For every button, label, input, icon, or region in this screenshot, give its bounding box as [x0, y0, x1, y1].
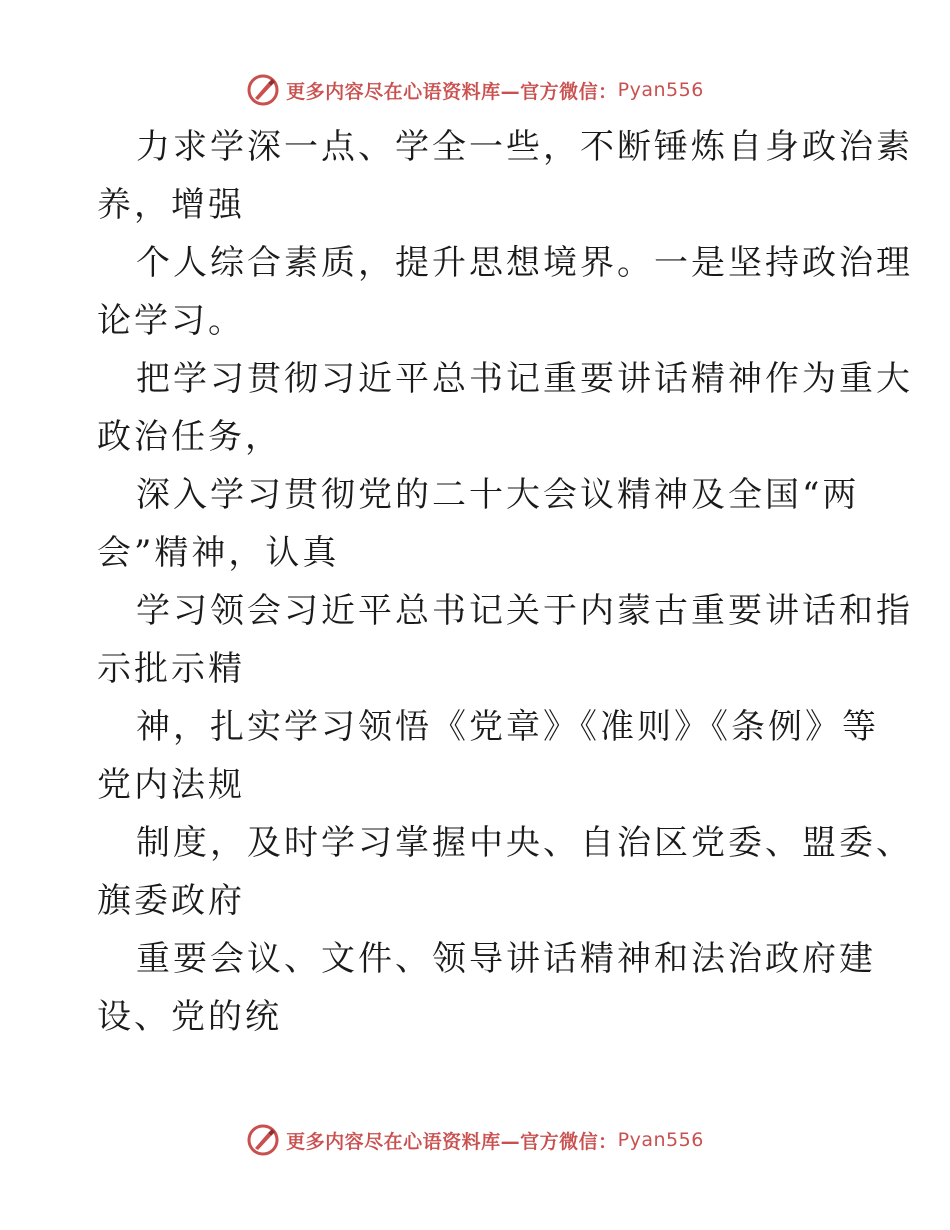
- paragraph-line: 制度，及时学习掌握中央、自治区党委、盟委、: [136, 823, 913, 863]
- pen-logo-icon: [246, 73, 280, 107]
- watermark-text: 更多内容尽在心语资料库—官方微信：: [286, 1130, 618, 1153]
- paragraph-line: 深入学习贯彻党的二十大会议精神及全国“两: [136, 475, 860, 515]
- paragraph-line: 设、党的统: [97, 997, 282, 1037]
- paragraph-4: [0, 466, 950, 582]
- paragraph-line: 会”精神，认真: [97, 533, 340, 573]
- watermark-text: 更多内容尽在心语资料库—官方微信：: [286, 80, 618, 103]
- paragraph-2: [0, 234, 950, 350]
- footer-watermark: [0, 1120, 950, 1160]
- paragraph-line: 示批示精: [97, 649, 245, 689]
- paragraph-line: 党内法规: [97, 765, 245, 805]
- paragraph-line: 个人综合素质，提升思想境界。一是坚持政治理: [136, 243, 913, 283]
- paragraph-line: 政治任务，: [97, 417, 282, 457]
- paragraph-7: [0, 814, 950, 930]
- paragraph-line: 旗委政府: [97, 881, 245, 921]
- watermark-wechat-id: Pyan556: [617, 79, 704, 101]
- watermark-wechat-id: Pyan556: [617, 1129, 704, 1151]
- pen-logo-icon: [246, 1123, 280, 1157]
- paragraph-1: [0, 118, 950, 234]
- header-watermark: [0, 70, 950, 110]
- paragraph-6: [0, 698, 950, 814]
- paragraph-line: 把学习贯彻习近平总书记重要讲话精神作为重大: [136, 359, 913, 399]
- paragraph-5: [0, 582, 950, 698]
- paragraph-8: [0, 930, 950, 1046]
- document-body: [0, 118, 950, 1046]
- paragraph-line: 学习领会习近平总书记关于内蒙古重要讲话和指: [136, 591, 913, 631]
- paragraph-line: 重要会议、文件、领导讲话精神和法治政府建: [136, 939, 876, 979]
- paragraph-line: 神，扎实学习领悟《党章》《准则》《条例》等: [136, 707, 879, 747]
- paragraph-line: 力求学深一点、学全一些，不断锤炼自身政治素: [136, 127, 913, 167]
- paragraph-line: 养，增强: [97, 185, 245, 225]
- paragraph-3: [0, 350, 950, 466]
- paragraph-line: 论学习。: [97, 301, 245, 341]
